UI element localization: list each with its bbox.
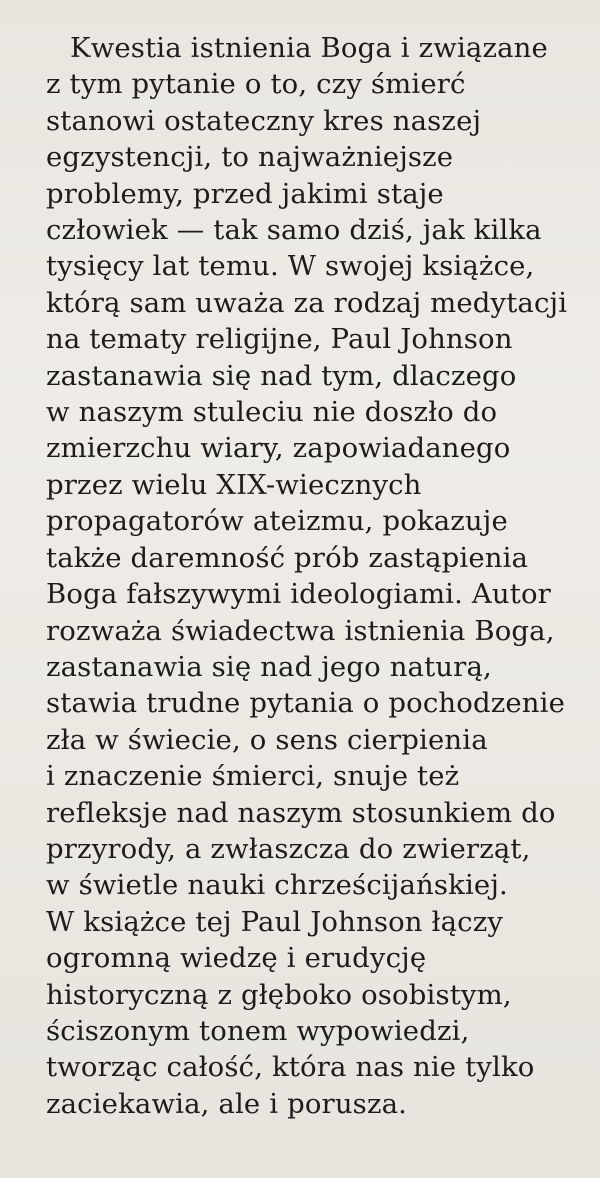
text-line: rozważa świadectwa istnienia Boga, bbox=[46, 614, 555, 647]
text-line: zastanawia się nad tym, dlaczego bbox=[46, 359, 517, 392]
text-line: refleksje nad naszym stosunkiem do bbox=[46, 796, 556, 829]
text-line: zastanawia się nad jego naturą, bbox=[46, 650, 492, 683]
text-line: historyczną z głęboko osobistym, bbox=[46, 978, 512, 1011]
text-line: stanowi ostateczny kres naszej bbox=[46, 104, 482, 137]
text-line: na tematy religijne, Paul Johnson bbox=[46, 323, 513, 356]
text-line: którą sam uważa za rodzaj medytacji bbox=[46, 286, 568, 319]
text-line: człowiek — tak samo dziś, jak kilka bbox=[46, 214, 542, 247]
text-line: przez wielu XIX-wiecznych bbox=[46, 468, 422, 501]
text-line: zaciekawia, ale i porusza. bbox=[46, 1087, 408, 1120]
text-line: także daremność prób zastąpienia bbox=[46, 541, 529, 574]
text-line: przyrody, a zwłaszcza do zwierząt, bbox=[46, 832, 531, 865]
text-line: W książce tej Paul Johnson łączy bbox=[46, 905, 504, 938]
text-line: problemy, przed jakimi staje bbox=[46, 177, 444, 210]
text-line: ściszonym tonem wypowiedzi, bbox=[46, 1014, 470, 1047]
text-line: tysięcy lat temu. W swojej książce, bbox=[46, 250, 535, 283]
text-line: zła w świecie, o sens cierpienia bbox=[46, 723, 488, 756]
text-line: ogromną wiedzę i erudycję bbox=[46, 942, 427, 975]
text-line: Boga fałszywymi ideologiami. Autor bbox=[46, 578, 551, 611]
text-line: egzystencji, to najważniejsze bbox=[46, 141, 454, 174]
text-line: i znaczenie śmierci, snuje też bbox=[46, 760, 460, 793]
text-line: z tym pytanie o to, czy śmierć bbox=[46, 68, 466, 101]
text-line: propagatorów ateizmu, pokazuje bbox=[46, 505, 508, 538]
text-line: w naszym stuleciu nie doszło do bbox=[46, 396, 498, 429]
description-paragraph bbox=[46, 30, 586, 1122]
text-line: Kwestia istnienia Boga i związane bbox=[70, 32, 548, 64]
text-line: tworząc całość, która nas nie tylko bbox=[46, 1051, 535, 1084]
text-line: stawia trudne pytania o pochodzenie bbox=[46, 687, 566, 720]
text-line: w świetle nauki chrześcijańskiej. bbox=[46, 869, 508, 902]
text-line: zmierzchu wiary, zapowiadanego bbox=[46, 432, 511, 465]
